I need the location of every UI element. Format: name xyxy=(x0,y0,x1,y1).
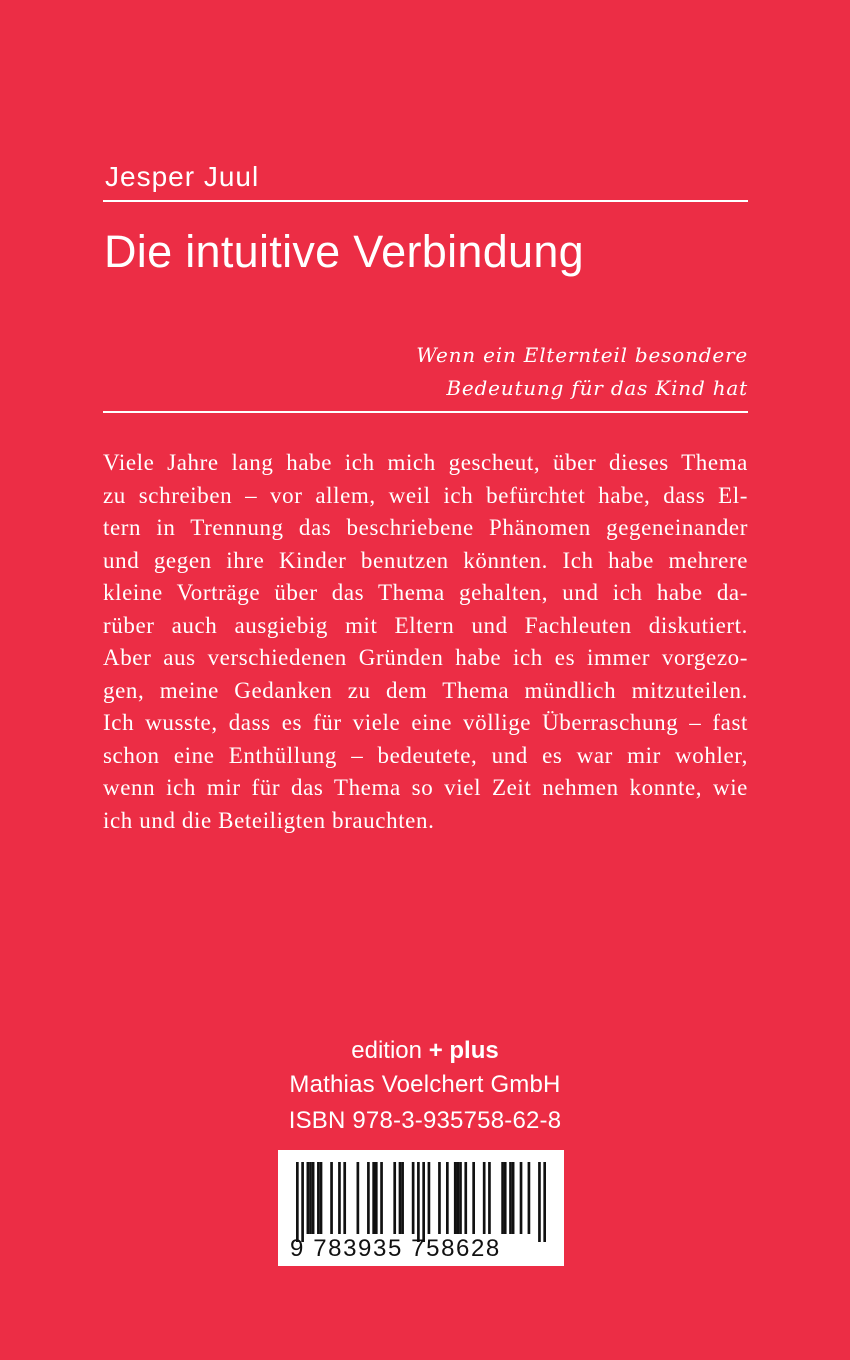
top-divider xyxy=(103,200,748,202)
blurb-text xyxy=(103,447,748,837)
barcode-bar xyxy=(483,1162,486,1234)
edition-word: edition xyxy=(351,1037,423,1064)
barcode-bar xyxy=(372,1162,375,1234)
barcode-bar xyxy=(520,1162,523,1234)
barcode-digits: 9 783935 758628 xyxy=(290,1235,501,1262)
barcode-bar xyxy=(399,1162,402,1234)
barcode-bar xyxy=(472,1162,475,1234)
barcode-bar xyxy=(454,1162,457,1234)
subtitle-line-2: Bedeutung für das Kind hat xyxy=(446,376,748,400)
blurb-line: Ich wusste, dass es für viele eine völlige Überraschung – fast xyxy=(103,710,748,735)
barcode-bar xyxy=(543,1162,546,1242)
blurb-line: ich und die Beteiligten brauchten. xyxy=(103,807,435,833)
barcode-bar xyxy=(438,1162,441,1234)
barcode-bar xyxy=(296,1162,299,1242)
barcode-bar xyxy=(501,1162,504,1234)
blurb-line: Aber aus verschiedenen Gründen habe ich es immer vorgezo- xyxy=(103,645,748,670)
blurb-line: und gegen ihre Kinder benutzen könnten. Ich habe mehrere xyxy=(103,547,748,573)
barcode-bar xyxy=(512,1162,515,1234)
barcode-bar xyxy=(488,1162,491,1234)
blurb-line: Viele Jahre lang habe ich mich gescheut, über dieses Thema xyxy=(103,450,748,475)
subtitle-divider xyxy=(103,411,748,413)
barcode-bar xyxy=(330,1162,333,1234)
barcode-bar xyxy=(464,1162,467,1234)
barcode-bar xyxy=(367,1162,370,1234)
blurb-line: gen, meine Gedanken zu dem Thema mündlich mitzuteilen. xyxy=(103,677,748,703)
barcode-bar xyxy=(446,1162,449,1234)
barcode-icon xyxy=(296,1162,546,1242)
publisher-name: Mathias Voelchert GmbH xyxy=(289,1071,561,1098)
blurb-line: schon eine Enthüllung – bedeutete, und es war mir wohler, xyxy=(103,742,748,768)
barcode-bar xyxy=(312,1162,315,1234)
barcode-bar xyxy=(428,1162,431,1234)
subtitle-line-1: Wenn ein Elternteil besondere xyxy=(416,343,748,367)
barcode-bar xyxy=(309,1162,312,1234)
barcode-bar xyxy=(422,1162,425,1242)
barcode-bar xyxy=(338,1162,341,1234)
author-name: Jesper Juul xyxy=(105,161,260,192)
isbn-number: ISBN 978-3-935758-62-8 xyxy=(288,1107,562,1134)
blurb-line: tern in Trennung das beschriebene Phänomen gegeneinander xyxy=(103,515,748,540)
blurb-line: wenn ich mir für das Thema so viel Zeit nehmen konnte, wie xyxy=(103,775,748,800)
barcode-bar xyxy=(509,1162,512,1234)
barcode-bar xyxy=(320,1162,323,1234)
blurb-line: zu schreiben – vor allem, weil ich befürchtet habe, dass El- xyxy=(103,482,748,508)
barcode-bar xyxy=(307,1162,310,1234)
barcode-bar xyxy=(380,1162,383,1234)
blurb-line: rüber auch ausgiebig mit Eltern und Fachleuten diskutiert. xyxy=(103,612,748,638)
barcode-bar xyxy=(393,1162,396,1234)
barcode-bar xyxy=(357,1162,360,1234)
barcode-bar xyxy=(412,1162,415,1234)
barcode-bar xyxy=(459,1162,462,1234)
barcode-bar xyxy=(538,1162,541,1242)
book-title: Die intuitive Verbindung xyxy=(104,226,585,277)
barcode-bar xyxy=(317,1162,320,1234)
barcode-bar xyxy=(528,1162,531,1234)
barcode-bar xyxy=(417,1162,420,1242)
blurb-line: kleine Vorträge über das Thema gehalten, und ich habe da- xyxy=(103,580,748,605)
barcode-bar xyxy=(375,1162,378,1234)
barcode-bar xyxy=(504,1162,507,1234)
book-subtitle xyxy=(248,339,748,405)
barcode-bar xyxy=(457,1162,460,1234)
barcode-bar xyxy=(401,1162,404,1234)
barcode-bar xyxy=(301,1162,304,1242)
edition-plus-imprint xyxy=(225,1034,625,1068)
barcode-bar xyxy=(343,1162,346,1234)
barcode-label xyxy=(278,1150,564,1266)
plus-word: plus xyxy=(449,1037,499,1064)
plus-sign: + xyxy=(428,1037,443,1064)
